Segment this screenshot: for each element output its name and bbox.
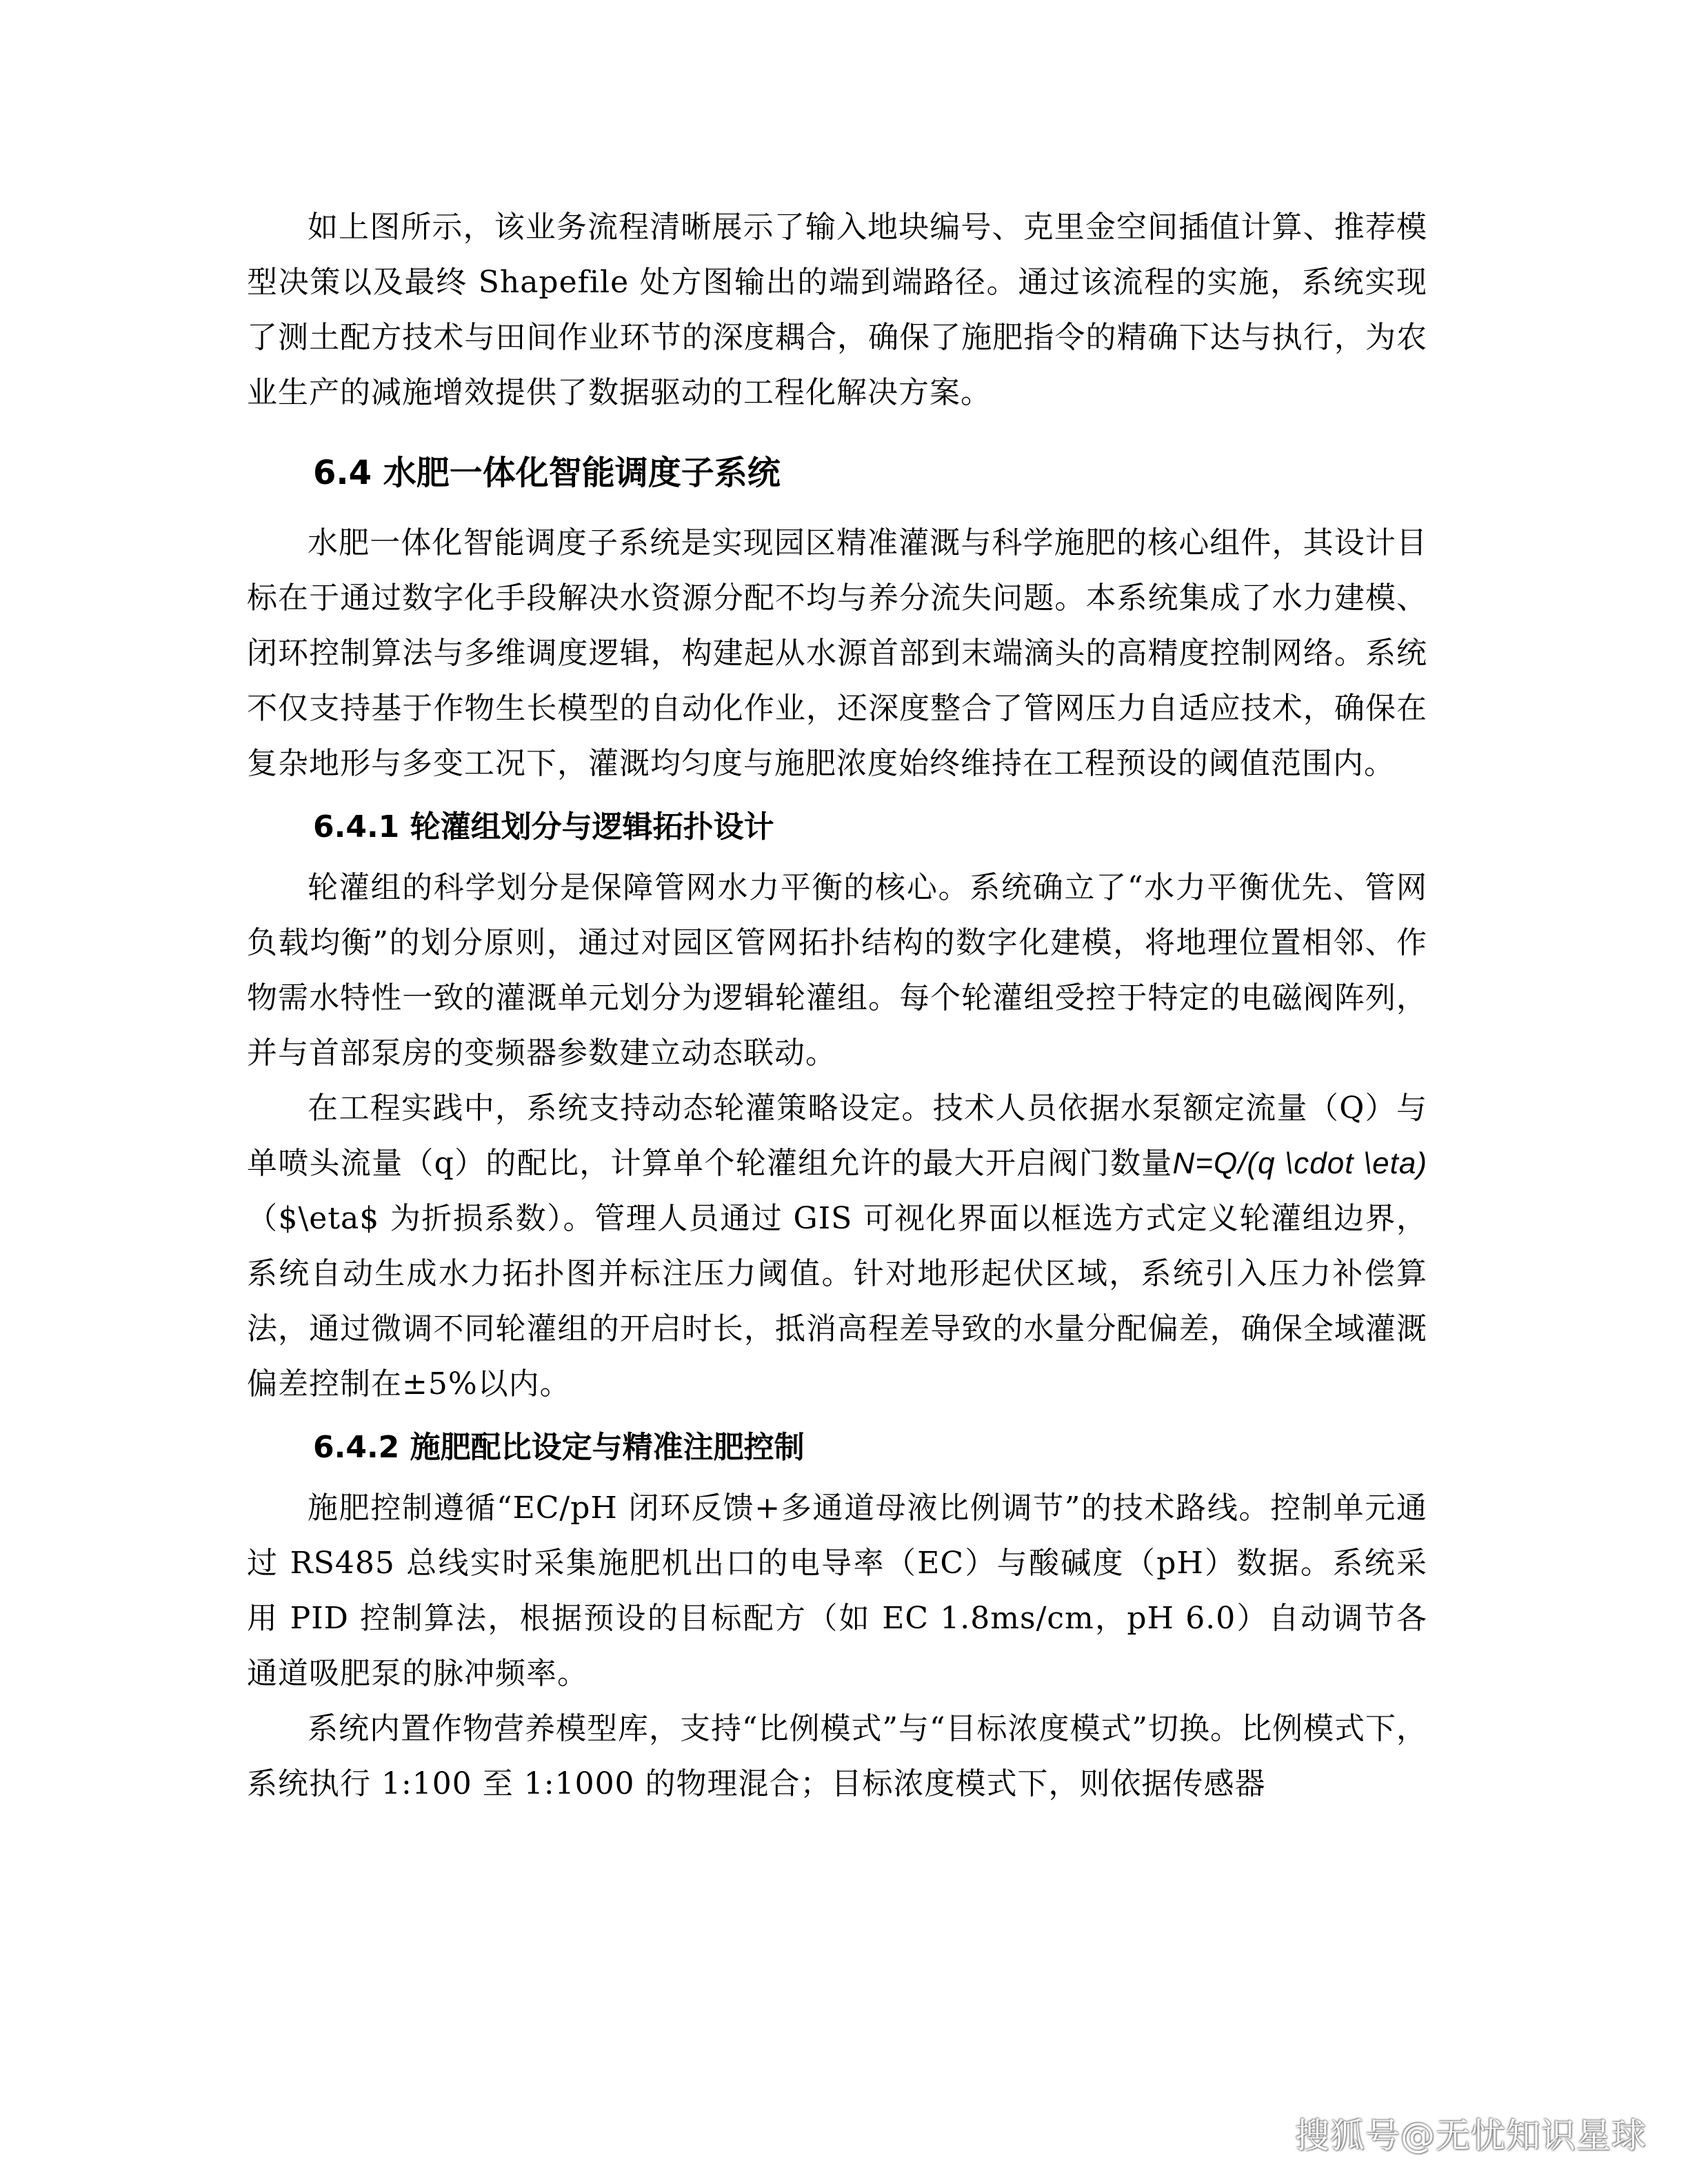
paragraph-text-part: 在工程实践中，系统支持动态轮灌策略设定。技术人员依据水泵额定流量（Q）与单喷头流量（q）的配比，计算单个轮灌组允许的最大开启阀门数量 bbox=[247, 1091, 1427, 1181]
document-page bbox=[247, 200, 1427, 1812]
section-6-4-paragraph: 水肥一体化智能调度子系统是实现园区精准灌溉与科学施肥的核心组件，其设计目标在于通过数字化手段解决水资源分配不均与养分流失问题。本系统集成了水力建模、闭环控制算法与多维调度逻辑，构建起从水源首部到末端滴头的高精度控制网络。系统不仅支持基于作物生长模型的自动化作业，还深度整合了管网压力自适应技术，确保在复杂地形与多变工况下，灌溉均匀度与施肥浓度始终维持在工程预设的阈值范围内。 bbox=[247, 525, 1427, 781]
section-6-4-1-paragraph-2 bbox=[247, 1081, 1427, 1412]
section-6-4-2-paragraph-1: 施肥控制遵循“EC/pH 闭环反馈+多通道母液比例调节”的技术路线。控制单元通过 RS485 总线实时采集施肥机出口的电导率（EC）与酸碱度（pH）数据。系统采用 PID 控制算法，根据预设的目标配方（如 EC 1.8ms/cm，pH 6.0）自动调节各通道吸肥泵的脉冲频率。 bbox=[247, 1490, 1427, 1691]
valve-count-formula: N=Q/(q \cdot \eta) bbox=[1172, 1146, 1427, 1180]
watermark: 搜狐号@无忧知识星球 bbox=[1295, 2116, 1647, 2156]
intro-paragraph: 如上图所示，该业务流程清晰展示了输入地块编号、克里金空间插值计算、推荐模型决策以及最终 Shapefile 处方图输出的端到端路径。通过该流程的实施，系统实现了测土配方技术与田间作业环节的深度耦合，确保了施肥指令的精确下达与执行，为农业生产的减施增效提供了数据驱动的工程化解决方案。 bbox=[247, 210, 1427, 410]
section-6-4-2-paragraph-2: 系统内置作物营养模型库，支持“比例模式”与“目标浓度模式”切换。比例模式下，系统执行 1:100 至 1:1000 的物理混合；目标浓度模式下，则依据传感器 bbox=[247, 1711, 1427, 1801]
paragraph-text-part: （$\eta$ 为折损系数）。管理人员通过 GIS 可视化界面以框选方式定义轮灌组边界，系统自动生成水力拓扑图并标注压力阈值。针对地形起伏区域，系统引入压力补偿算法，通过微调不同轮灌组的开启时长，抵消高程差导致的水量分配偏差，确保全域灌溉偏差控制在±5%以内。 bbox=[247, 1201, 1427, 1402]
section-heading-6-4-1: 6.4.1 轮灌组划分与逻辑拓扑设计 bbox=[313, 809, 774, 845]
section-heading-6-4-2: 6.4.2 施肥配比设定与精准注肥控制 bbox=[313, 1430, 805, 1465]
section-6-4-1-paragraph-1: 轮灌组的科学划分是保障管网水力平衡的核心。系统确立了“水力平衡优先、管网负载均衡”的划分原则，通过对园区管网拓扑结构的数字化建模，将地理位置相邻、作物需水特性一致的灌溉单元划分为逻辑轮灌组。每个轮灌组受控于特定的电磁阀阵列，并与首部泵房的变频器参数建立动态联动。 bbox=[247, 870, 1427, 1071]
section-heading-6-4: 6.4 水肥一体化智能调度子系统 bbox=[313, 454, 781, 492]
